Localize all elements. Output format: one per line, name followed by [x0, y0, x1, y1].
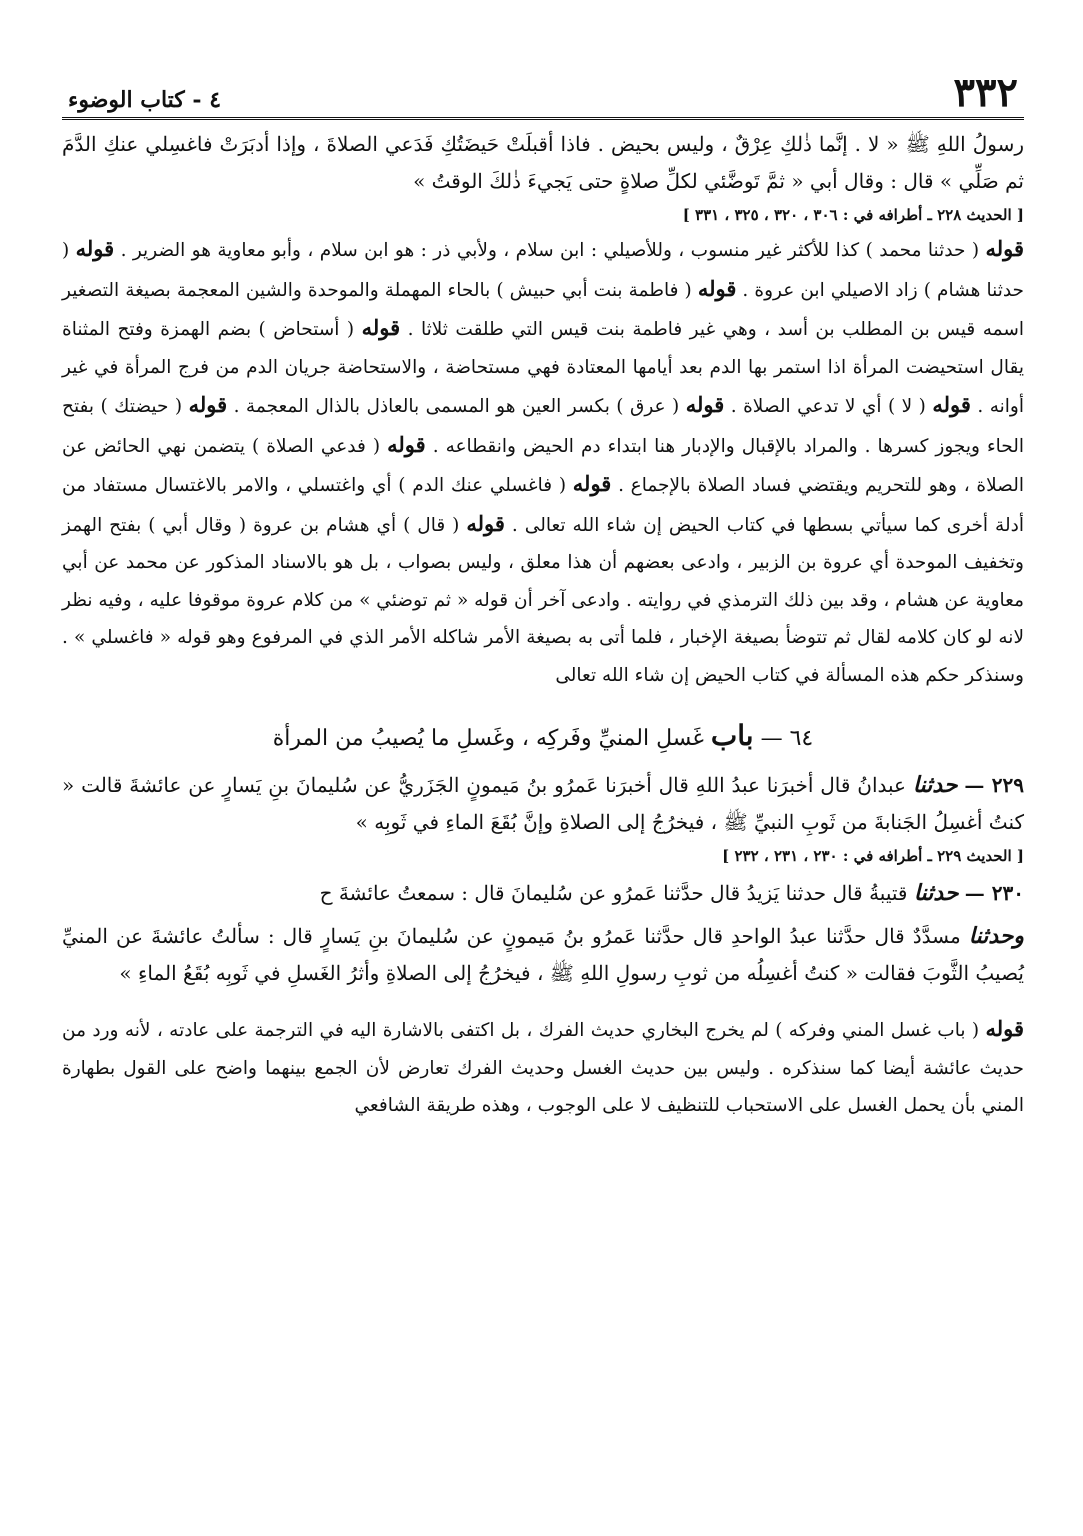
- haddathana-word: وحدثنا: [968, 923, 1024, 949]
- hadith-228-end: رسولُ اللهِ ﷺ « لا . إنَّما ذٰلكِ عِرْقٌ ، وليس بحيض . فاذا أقبلَتْ حَيضَتُكِ فَدَعي الصلاةَ ، وإذا أدبَرَتْ فاغسِلي عنكِ الدَّمَ ثم صَلِّي » قال : وقال أبي « ثمَّ تَوضَّئي لكلِّ صلاةٍ حتى يَجيءَ ذٰلكَ الوقتُ »: [62, 132, 1024, 193]
- lemma: قوله: [985, 1016, 1024, 1041]
- haddathana-word: حدثنا: [913, 880, 959, 906]
- lemma: قوله: [75, 236, 115, 261]
- hadith-text: مسدَّدٌ قال حدَّثنا عبدُ الواحدِ قال حدَّثنا عَمرُو بنُ مَيمونٍ عن سُليمانَ بنِ يَسارٍ قال : سألتُ عائشةَ عن المنيِّ يُصيبُ الثَّوبَ فقالت « كنتُ أغسِلُه من ثوبِ رسولِ اللهِ ﷺ ، فيخرُجُ إلى الصلاةِ وأثرُ الغَسلِ في ثَوبِه بُقَعُ الماءِ »: [62, 924, 1024, 985]
- lemma: قوله: [697, 275, 737, 301]
- chapter-number: ٦٤ —: [760, 726, 814, 751]
- hadith-228-reference: [ الحديث ٢٢٨ ـ أطرافه في : ٣٠٦ ، ٣٢٠ ، ٣٢٥ ، ٣٣١ ]: [682, 206, 1024, 224]
- hadith-229-reference: [ الحديث ٢٢٩ ـ أطرافه في : ٢٣٠ ، ٢٣١ ، ٢٣٢ ]: [722, 847, 1024, 865]
- hadith-text: عبدانُ قال أخبرَنا عبدُ اللهِ قال أخبرَنا عَمرُو بنُ مَيمونٍ الجَزَريُّ عن سُليمانَ بنِ يَسارٍ عن عائشةَ قالت « كنتُ أغسِلُ الجَنابةَ من ثَوبِ النبيِّ ﷺ ، فيخرُجُ إلى الصلاةِ وإنَّ بُقَعَ الماءِ في ثَوبِه »: [62, 773, 1024, 834]
- commentary-chapter-64: [62, 1010, 1024, 1125]
- commentary-text: ( حيضتك ) بفتح الحاء ويجوز كسرها . والمراد بالإقبال والإدبار هنا ابتداء دم الحيض وانقطاعه .: [62, 396, 1024, 457]
- commentary-text: ( عرق ) بكسر العين هو المسمى بالعاذل بالذال المعجمة .: [227, 396, 680, 417]
- commentary-segment: [724, 392, 971, 417]
- hadith-number: ٢٣٠ —: [964, 881, 1024, 905]
- commentary-text: ( فدعي الصلاة ) يتضمن نهي الحائض عن الصلاة ، وهو للتحريم ويقتضي فساد الصلاة بالإجماع .: [62, 435, 1024, 496]
- haddathana-word: حدثنا: [912, 772, 958, 798]
- lemma: قوله: [361, 315, 401, 340]
- running-title: ٤ - كتاب الوضوء: [68, 87, 222, 113]
- lemma: قوله: [188, 392, 228, 417]
- spacer: [62, 992, 1024, 1008]
- lemma: قوله: [985, 236, 1024, 261]
- commentary-text: ( فاغسلي عنك الدم ) أي واغتسلي ، والامر بالاغتسال مستفاد من أدلة أخرى كما سيأتي بسطها في كتاب الحيض إن شاء الله تعالى .: [62, 475, 1024, 536]
- commentary-text: ( قال ) أي هشام بن عروة ( وقال أبي ) بفتح الهمز وتخفيف الموحدة أي عروة بن الزبير ، وادعى بعضهم أن هذا معلق ، وليس بصواب ، بل هو بالاسناد المذكور عن محمد عن أبي معاوية عن هشام ، وقد بين ذلك الترمذي في روايته . وادعى آخر أن قوله « ثم توضئي » من كلام عروة موقوفا عليه ، وفيه نظر لانه لو كان كلامه لقال ثم تتوضأ بصيغة الإخبار ، فلما أتى به بصيغة الأمر شاكله الأمر الذي في المرفوع وهو قوله « فاغسلي » . وسنذكر حكم هذه المسألة في كتاب الحيض إن شاء الله تعالى: [62, 514, 1024, 686]
- lemma: قوله: [387, 431, 426, 457]
- commentary-text: ( فاطمة بنت أبي حبيش ) بالحاء المهملة والموحدة والشين المعجمة بصيغة التصغير اسمه قيس بن المطلب بن أسد ، وهي غير فاطمة بنت قيس التي طلقت ثلاثا .: [62, 279, 1024, 340]
- page-number: ٣٣٢: [953, 69, 1018, 116]
- lemma: قوله: [572, 471, 612, 496]
- commentary-text: ( باب غسل المني وفركه ) لم يخرج البخاري حديث الفرك ، بل اكتفى بالاشارة اليه في الترجمة على عادته ، لأنه ورد من حديث عائشة أيضا كما سنذكره . وليس بين حديث الغسل وحديث الفرك تعارض لأن الجمع بينهما واضح على القول بطهارة المني بأن يحمل الغسل على الاستحباب للتنظيف لا على الوجوب ، وهذه طريقة الشافعي: [62, 1020, 1024, 1116]
- hadith-230-second-chain: [62, 918, 1024, 992]
- lemma: قوله: [932, 392, 971, 417]
- hadith-230: [62, 875, 1024, 912]
- commentary-text: ( لا ) أي لا تدعي الصلاة .: [724, 396, 926, 417]
- lemma: قوله: [466, 510, 505, 536]
- hadith-text: قتيبةُ قال حدثنا يَزيدُ قال حدَّثنا عَمرُو عن سُليمانَ قال : سمعتُ عائشةَ ح: [319, 881, 908, 905]
- commentary-text: ( حدثنا هشام ) زاد الاصيلي ابن عروة .: [62, 240, 1024, 301]
- commentary-text: ( حدثنا محمد ) كذا للأكثر غير منسوب ، وللأصيلي : ابن سلام ، ولأبي ذر : هو ابن سلام ، وأبو معاوية هو الضرير .: [114, 240, 980, 261]
- lemma: قوله: [685, 392, 725, 417]
- hadith-229: [62, 767, 1024, 841]
- chapter-heading: [62, 714, 1024, 761]
- chapter-bab-label: باب: [710, 719, 754, 752]
- page-header: [62, 55, 1024, 120]
- commentary-hadith-228: [62, 230, 1024, 694]
- commentary-segment: [62, 510, 1024, 686]
- commentary-text: ( أستحاض ) بضم الهمزة وفتح المثناة يقال استحيضت المرأة اذا استمر بها الدم بعد أيامها المعتادة فهي مستحاضة ، والاستحاضة جريان الدم من فرج المرأة في غير أوانه .: [62, 319, 1024, 417]
- chapter-title: غَسلِ المنيِّ وفَركِه ، وغَسلِ ما يُصيبُ من المرأة: [272, 726, 704, 751]
- commentary-segment: [227, 392, 725, 417]
- page: [62, 55, 1024, 1125]
- hadith-number: ٢٢٩ —: [964, 773, 1024, 797]
- commentary-segment: [114, 236, 1024, 261]
